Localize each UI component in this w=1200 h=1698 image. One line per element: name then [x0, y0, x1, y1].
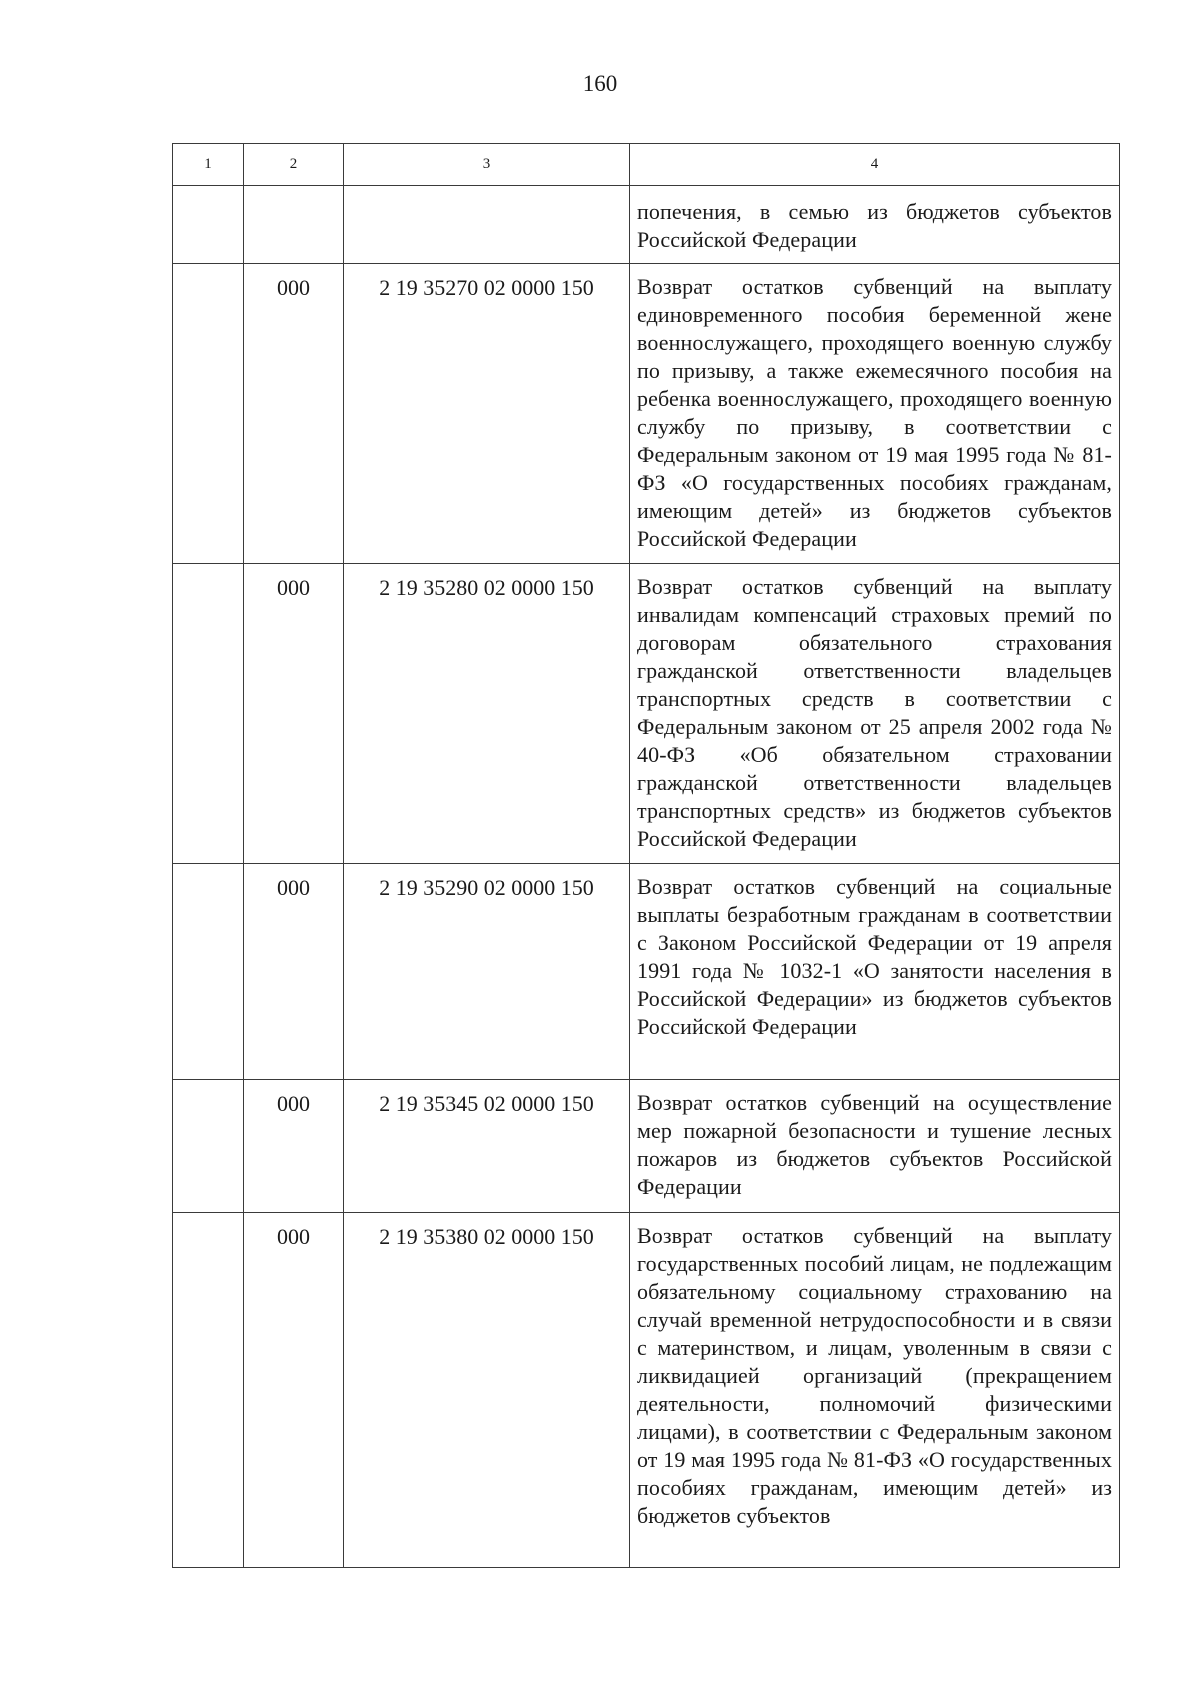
table-row — [173, 864, 1120, 1080]
page-number: 160 — [582, 71, 618, 96]
row-number-cell — [173, 864, 244, 1080]
column-header-1: 1 — [173, 144, 244, 186]
row-number-cell — [173, 564, 244, 864]
table-row — [173, 564, 1120, 864]
budget-code-cell: 2 19 35380 02 0000 150 — [344, 1213, 630, 1568]
description-cell: Возврат остатков субвенций на выплату государственных пособий лицам, не подлежащим обязательному социальному страхованию на случай временной нетрудоспособности и в связи с материнством, и лицам, уволенным в связи с ликвидацией организаций (прекращением деятельности, полномочий физическими лицами), в соответствии с Федеральным законом от 19 мая 1995 года № 81-ФЗ «О государственных пособиях гражданам, имеющим детей» из бюджетов субъектов — [630, 1213, 1120, 1568]
description-cell: Возврат остатков субвенций на выплату единовременного пособия беременной жене военнослужащего, проходящего военную службу по призыву, а также ежемесячного пособия на ребенка военнослужащего, проходящего военную службу по призыву, в соответствии с Федеральным законом от 19 мая 1995 года № 81-ФЗ «О государственных пособиях гражданам, имеющим детей» из бюджетов субъектов Российской Федерации — [630, 264, 1120, 564]
admin-code-cell: 000 — [244, 264, 344, 564]
admin-code-cell — [244, 186, 344, 264]
budget-code-cell: 2 19 35290 02 0000 150 — [344, 864, 630, 1080]
row-number-cell — [173, 186, 244, 264]
description-cell: Возврат остатков субвенций на социальные выплаты безработным гражданам в соответствии с Законом Российской Федерации от 19 апреля 1991 года № 1032-1 «О занятости населения в Российской Федерации» из бюджетов субъектов Российской Федерации — [630, 864, 1120, 1080]
budget-code-cell — [344, 186, 630, 264]
column-header-2: 2 — [244, 144, 344, 186]
column-header-3: 3 — [344, 144, 630, 186]
description-cell: попечения, в семью из бюджетов субъектов Российской Федерации — [630, 186, 1120, 264]
table-row — [173, 186, 1120, 264]
budget-code-cell: 2 19 35280 02 0000 150 — [344, 564, 630, 864]
description-cell: Возврат остатков субвенций на выплату инвалидам компенсаций страховых премий по договорам обязательного страхования гражданской ответственности владельцев транспортных средств в соответствии с Федеральным законом от 25 апреля 2002 года № 40-ФЗ «Об обязательном страховании гражданской ответственности владельцев транспортных средств» из бюджетов субъектов Российской Федерации — [630, 564, 1120, 864]
table-row — [173, 1080, 1120, 1213]
admin-code-cell: 000 — [244, 1213, 344, 1568]
column-header-4: 4 — [630, 144, 1120, 186]
budget-code-cell: 2 19 35345 02 0000 150 — [344, 1080, 630, 1213]
description-cell: Возврат остатков субвенций на осуществление мер пожарной безопасности и тушение лесных пожаров из бюджетов субъектов Российской Федерации — [630, 1080, 1120, 1213]
admin-code-cell: 000 — [244, 864, 344, 1080]
admin-code-cell: 000 — [244, 1080, 344, 1213]
table-header-row — [173, 144, 1120, 186]
row-number-cell — [173, 1080, 244, 1213]
admin-code-cell: 000 — [244, 564, 344, 864]
table-row — [173, 1213, 1120, 1568]
budget-codes-table — [172, 143, 1120, 1568]
budget-code-cell: 2 19 35270 02 0000 150 — [344, 264, 630, 564]
row-number-cell — [173, 1213, 244, 1568]
table-row — [173, 264, 1120, 564]
row-number-cell — [173, 264, 244, 564]
